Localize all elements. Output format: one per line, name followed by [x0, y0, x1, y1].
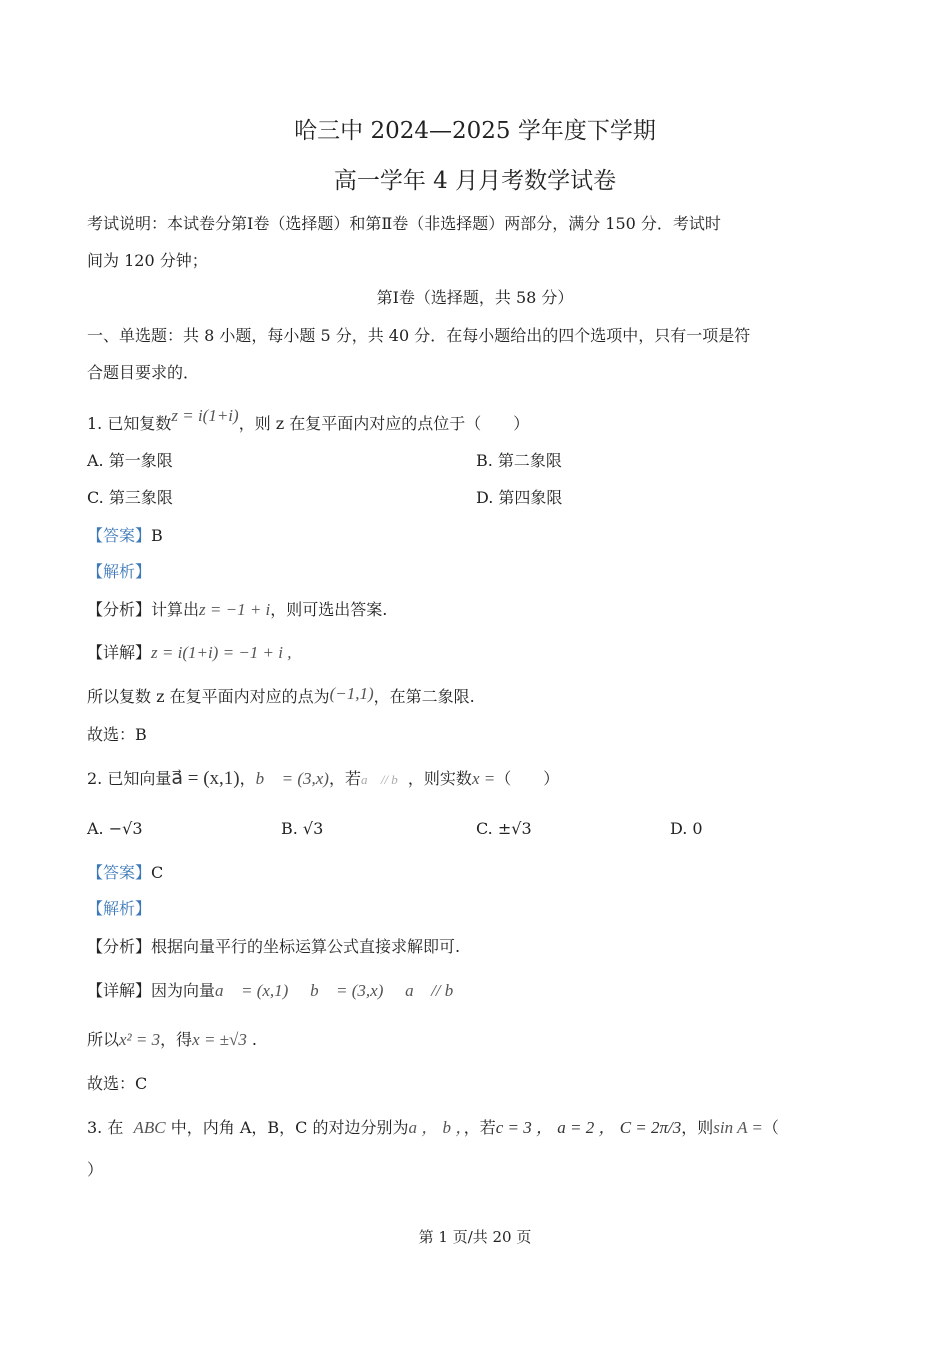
q3-prefix: 3. 在 — [87, 1118, 124, 1137]
q2-sep: ， — [239, 769, 256, 788]
q1-math: z = i(1+i) — [171, 406, 239, 425]
q2-final: 故选：C — [87, 1074, 148, 1093]
question-3 — [87, 1117, 779, 1139]
q3-paren-open: （ — [762, 1118, 779, 1137]
fenxi-tag: 【分析】 — [87, 937, 152, 956]
q2-math-c: a⃗ // b⃗ — [360, 772, 408, 787]
section-heading: 第Ⅰ卷（选择题，共 58 分） — [376, 288, 574, 307]
q1-detail — [87, 642, 291, 664]
q2-fenxi — [87, 936, 460, 958]
detail-tag: 【详解】 — [87, 643, 152, 662]
q3-text: 中，内角 A，B，C 的对边分别为 — [165, 1118, 409, 1137]
q1-option-d: D. 第四象限 — [476, 488, 563, 507]
intro-line-2: 间为 120 分钟； — [87, 251, 208, 270]
part1-line-1: 一、单选题：共 8 小题，每小题 5 分，共 40 分．在每小题给出的四个选项中，只有一项是符 — [87, 326, 751, 345]
q2-suffix: ，则实数 — [407, 769, 472, 788]
q1-fenxi — [87, 599, 387, 621]
title-line-1: 哈三中 2024—2025 学年度下学期 — [294, 118, 656, 144]
q1-option-a: A. 第一象限 — [87, 451, 173, 470]
q2-option-c: C. ±√3 — [476, 819, 532, 838]
q1-option-c: C. 第三象限 — [87, 488, 173, 507]
title-line-2: 高一学年 4 月月考数学试卷 — [333, 168, 617, 194]
q2-paren: （ ） — [495, 769, 560, 788]
q1-answer-value: B — [151, 526, 163, 545]
detail-tag: 【详解】 — [87, 981, 152, 1000]
q3-text-2: ，若 — [463, 1118, 496, 1137]
q2-detail — [87, 980, 467, 1002]
q1-fenxi-text-2: ，则可选出答案. — [270, 600, 388, 619]
q2-fenxi-text: 根据向量平行的坐标运算公式直接求解即可. — [151, 937, 461, 956]
q1-conclusion — [87, 686, 475, 708]
q2-line2-end: . — [246, 1030, 258, 1049]
intro-line-1: 考试说明：本试卷分第Ⅰ卷（选择题）和第Ⅱ卷（非选择题）两部分，满分 150 分．考试时 — [87, 214, 721, 233]
q3-math-cond: c = 3 ， a = 2 ， C = 2π/3 — [495, 1118, 682, 1137]
q1-prefix: 1. 已知复数 — [87, 414, 172, 433]
q2-line2-text: 所以 — [87, 1030, 120, 1049]
q3-math-sides: a ， b ， — [408, 1118, 464, 1137]
q3-text-3: ，则 — [681, 1118, 714, 1137]
q2-option-d: D. 0 — [670, 819, 703, 838]
q1-detail-math: z = i(1+i) = −1 + i , — [151, 643, 292, 662]
q3-math-abc: ABC — [133, 1118, 166, 1137]
q2-line2 — [87, 1029, 257, 1051]
q2-sep-2: ，若 — [328, 769, 361, 788]
q2-detail-text: 因为向量 — [151, 981, 216, 1000]
q2-math-b: b⃗ = (3,x) — [255, 769, 329, 788]
q1-conclusion-text-2: ，在第二象限. — [373, 687, 475, 706]
fenxi-tag: 【分析】 — [87, 600, 152, 619]
q2-option-a: A. −√3 — [87, 819, 143, 838]
q2-line2-math-2: x = ±√3 — [192, 1030, 247, 1049]
q2-line2-text-2: ，得 — [160, 1030, 193, 1049]
q2-option-b: B. √3 — [281, 819, 324, 838]
q2-answer-value: C — [151, 863, 164, 882]
q1-fenxi-math: z = −1 + i — [199, 600, 271, 619]
q2-math-x: x = — [471, 769, 496, 788]
q1-conclusion-math: (−1,1) — [329, 684, 374, 703]
q2-analysis-tag: 【解析】 — [87, 899, 152, 918]
answer-tag: 【答案】 — [87, 863, 152, 882]
q1-answer — [87, 525, 163, 547]
q1-fenxi-text: 计算出 — [151, 600, 200, 619]
q1-final: 故选：B — [87, 725, 147, 744]
q3-paren-close: ） — [87, 1160, 104, 1179]
q2-answer — [87, 862, 163, 884]
q2-math-a: a⃗ = (x,1) — [171, 768, 240, 789]
q2-prefix: 2. 已知向量 — [87, 769, 172, 788]
part1-line-2: 合题目要求的． — [87, 363, 200, 382]
question-1 — [87, 406, 530, 435]
q1-analysis-tag: 【解析】 — [87, 562, 152, 581]
q1-conclusion-text: 所以复数 z 在复平面内对应的点为 — [87, 687, 330, 706]
q2-line2-math: x² = 3 — [119, 1030, 161, 1049]
q1-suffix: ，则 z 在复平面内对应的点位于（ ） — [238, 414, 530, 433]
q2-detail-math: a⃗ = (x,1) ， b⃗ = (3,x) ， a⃗ // b⃗ — [215, 981, 467, 1000]
question-2 — [87, 768, 559, 791]
answer-tag: 【答案】 — [87, 526, 152, 545]
q3-math-q: sin A = — [713, 1118, 763, 1137]
q1-option-b: B. 第二象限 — [476, 451, 562, 470]
page-footer: 第 1 页/共 20 页 — [418, 1228, 532, 1246]
